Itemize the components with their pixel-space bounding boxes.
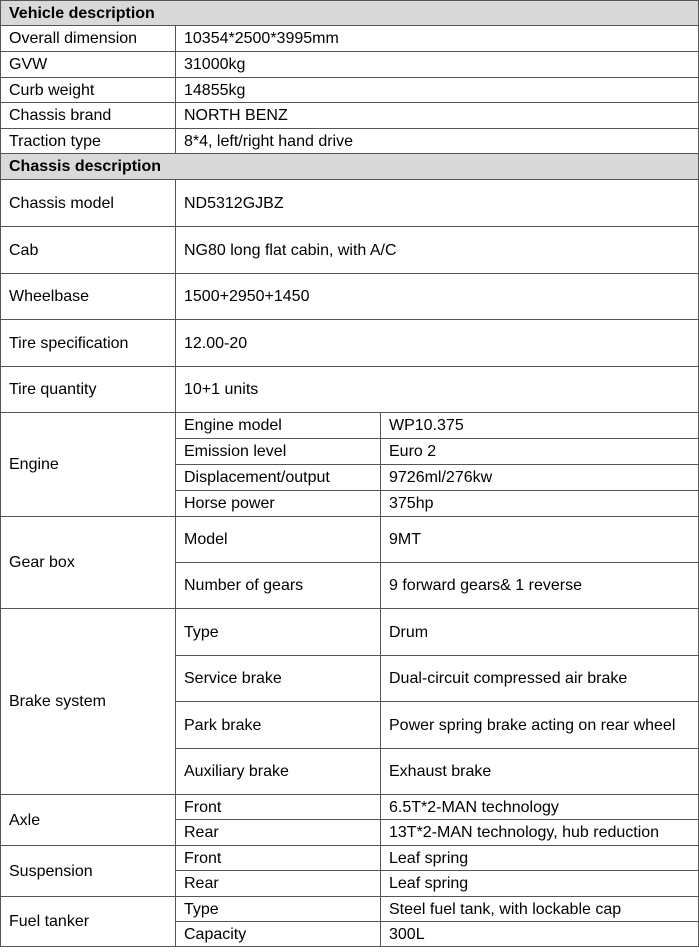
chassis-row xyxy=(1,367,699,413)
item-value: 9726ml/276kw xyxy=(381,465,699,491)
item-name: Front xyxy=(176,795,381,820)
item-value: WP10.375 xyxy=(381,413,699,439)
item-name: Auxiliary brake xyxy=(176,749,381,795)
item-name: Service brake xyxy=(176,656,381,702)
item-name: Emission level xyxy=(176,439,381,465)
row-label: Cab xyxy=(1,227,176,274)
item-name: Horse power xyxy=(176,491,381,517)
item-name: Capacity xyxy=(176,922,381,947)
item-name: Front xyxy=(176,846,381,871)
row-value: 12.00-20 xyxy=(176,320,699,367)
item-name: Rear xyxy=(176,820,381,846)
item-name: Engine model xyxy=(176,413,381,439)
row-label: GVW xyxy=(1,52,176,78)
item-name: Model xyxy=(176,517,381,563)
item-name: Rear xyxy=(176,871,381,897)
row-label: Overall dimension xyxy=(1,26,176,52)
group-label-suspension: Suspension xyxy=(1,846,176,897)
brake-row xyxy=(1,609,699,656)
row-label: Tire specification xyxy=(1,320,176,367)
item-value: 6.5T*2-MAN technology xyxy=(381,795,699,820)
item-value: 9MT xyxy=(381,517,699,563)
row-value: NORTH BENZ xyxy=(176,103,699,129)
vehicle-row xyxy=(1,52,699,78)
row-label: Chassis model xyxy=(1,180,176,227)
fuel-row xyxy=(1,897,699,922)
axle-row xyxy=(1,795,699,820)
row-value: 8*4, left/right hand drive xyxy=(176,129,699,154)
item-value: 300L xyxy=(381,922,699,947)
group-label-engine: Engine xyxy=(1,413,176,517)
vehicle-row xyxy=(1,129,699,154)
row-label: Chassis brand xyxy=(1,103,176,129)
item-value: Power spring brake acting on rear wheel xyxy=(381,702,699,749)
vehicle-section-heading: Vehicle description xyxy=(1,1,699,26)
row-value: 1500+2950+1450 xyxy=(176,274,699,320)
chassis-section-heading: Chassis description xyxy=(1,154,699,180)
row-value: NG80 long flat cabin, with A/C xyxy=(176,227,699,274)
row-value: 10+1 units xyxy=(176,367,699,413)
vehicle-row xyxy=(1,78,699,103)
item-name: Type xyxy=(176,609,381,656)
chassis-row xyxy=(1,320,699,367)
row-value: ND5312GJBZ xyxy=(176,180,699,227)
chassis-row xyxy=(1,227,699,274)
group-label-fuel: Fuel tanker xyxy=(1,897,176,947)
group-label-gearbox: Gear box xyxy=(1,517,176,609)
row-value: 31000kg xyxy=(176,52,699,78)
item-value: Euro 2 xyxy=(381,439,699,465)
vehicle-row xyxy=(1,103,699,129)
row-value: 10354*2500*3995mm xyxy=(176,26,699,52)
engine-row xyxy=(1,413,699,439)
item-name: Number of gears xyxy=(176,563,381,609)
group-label-brake: Brake system xyxy=(1,609,176,795)
item-value: Leaf spring xyxy=(381,846,699,871)
group-label-axle: Axle xyxy=(1,795,176,846)
item-value: Steel fuel tank, with lockable cap xyxy=(381,897,699,922)
item-name: Type xyxy=(176,897,381,922)
item-name: Displacement/output xyxy=(176,465,381,491)
suspension-row xyxy=(1,846,699,871)
item-value: 375hp xyxy=(381,491,699,517)
item-value: Exhaust brake xyxy=(381,749,699,795)
row-value: 14855kg xyxy=(176,78,699,103)
vehicle-row xyxy=(1,26,699,52)
chassis-row xyxy=(1,180,699,227)
item-value: Leaf spring xyxy=(381,871,699,897)
row-label: Wheelbase xyxy=(1,274,176,320)
item-value: Dual-circuit compressed air brake xyxy=(381,656,699,702)
chassis-row xyxy=(1,274,699,320)
row-label: Tire quantity xyxy=(1,367,176,413)
gearbox-row xyxy=(1,517,699,563)
item-value: Drum xyxy=(381,609,699,656)
item-value: 9 forward gears& 1 reverse xyxy=(381,563,699,609)
item-value: 13T*2-MAN technology, hub reduction xyxy=(381,820,699,846)
row-label: Traction type xyxy=(1,129,176,154)
row-label: Curb weight xyxy=(1,78,176,103)
item-name: Park brake xyxy=(176,702,381,749)
